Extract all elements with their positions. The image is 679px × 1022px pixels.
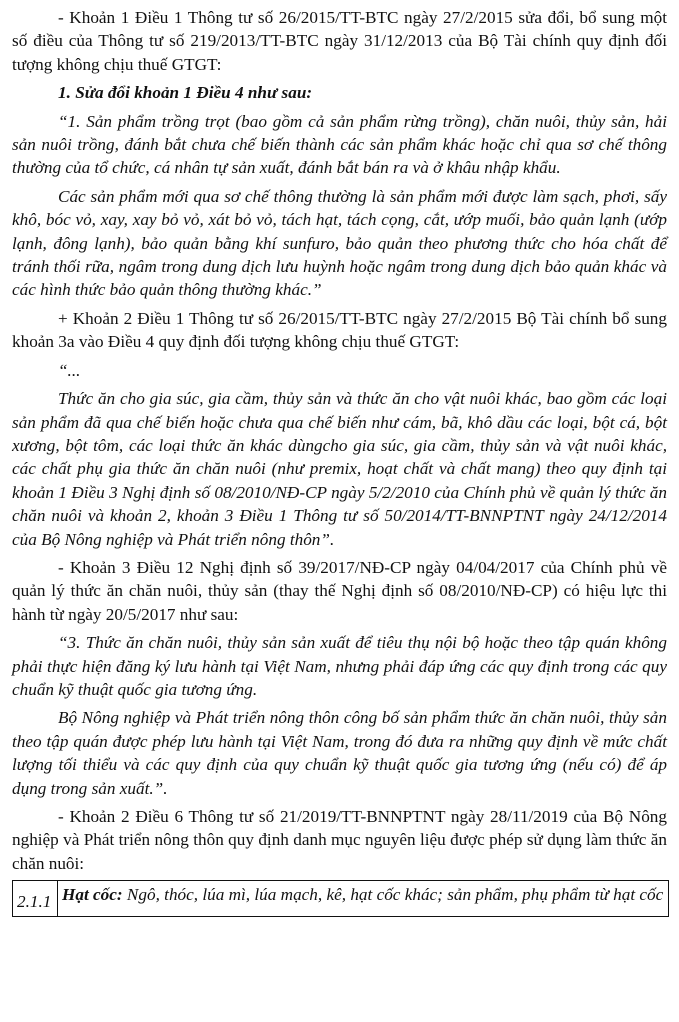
quote-paragraph-4: “3. Thức ăn chăn nuôi, thủy sản sản xuất để tiêu thụ nội bộ hoặc theo tập quán không phải thực hiện đăng ký lưu hành tại Việt Nam, nhưng phải đáp ứng các quy định trong các quy chuẩn kỹ thuật quốc gia tương ứng.	[12, 633, 667, 699]
quote-paragraph-3: Thức ăn cho gia súc, gia cầm, thủy sản và thức ăn cho vật nuôi khác, bao gồm các loại sản phẩm đã qua chế biến hoặc chưa qua chế biến như cám, bã, khô dầu các loại, bột cá, bột xương, bột tôm, các loại thức ăn khác dùngcho gia súc, gia cầm, thủy sản và vật nuôi khác, các chất phụ gia thức ăn chăn nuôi (như premix, hoạt chất và chất mang) theo quy định tại khoản 1 Điều 3 Nghị định số 08/2010/NĐ-CP ngày 5/2/2010 của Chính phủ về quản lý thức ăn chăn nuôi và khoản 2, khoản 3 Điều 1 Thông tư số 50/2014/TT-BNNPTNT ngày 24/12/2014 của Bộ Nông nghiệp và Phát triển nông thôn”.	[12, 389, 667, 549]
amendment-heading: 1. Sửa đổi khoản 1 Điều 4 như sau:	[58, 83, 313, 103]
paragraph-4: - Khoản 2 Điều 6 Thông tư số 21/2019/TT-BNNPTNT ngày 28/11/2019 của Bộ Nông nghiệp và Phát triển nông thôn quy định danh mục nguyên liệu được phép sử dụng làm thức ăn chăn nuôi:	[12, 807, 667, 873]
category-content	[58, 881, 669, 917]
quote-ellipsis: “...	[58, 360, 81, 380]
quote-paragraph-5: Bộ Nông nghiệp và Phát triển nông thôn công bố sản phẩm thức ăn chăn nuôi, thủy sản theo tập quán được phép lưu hành tại Việt Nam, trong đó đưa ra những quy định về mức chất lượng tối thiểu và các quy định của quy chuẩn kỹ thuật quốc gia tương ứng (nếu có) để áp dụng trong sản xuất.”.	[12, 708, 667, 798]
paragraph-2: + Khoản 2 Điều 1 Thông tư số 26/2015/TT-BTC ngày 27/2/2015 Bộ Tài chính bổ sung khoản 3a vào Điều 4 quy định đối tượng không chịu thuế GTGT:	[12, 308, 667, 352]
paragraph-3: - Khoản 3 Điều 12 Nghị định số 39/2017/NĐ-CP ngày 04/04/2017 của Chính phủ về quản lý thức ăn chăn nuôi, thủy sản (thay thế Nghị định số 08/2010/NĐ-CP) có hiệu lực thi hành từ ngày 20/5/2017 như sau:	[12, 557, 667, 624]
quote-paragraph-2: Các sản phẩm mới qua sơ chế thông thường là sản phẩm mới được làm sạch, phơi, sấy khô, bóc vỏ, xay, xay bỏ vỏ, xát bỏ vỏ, tách hạt, tách cọng, cắt, ướp muối, bảo quản lạnh (ướp lạnh, đông lạnh), bảo quản bằng khí sunfuro, bảo quản theo phương thức cho hóa chất để tránh thối rữa, ngâm trong dung dịch lưu huỳnh hoặc ngâm trong dung dịch bảo quản khác và các hình thức bảo quản thông thường khác.”	[12, 186, 667, 300]
paragraph-1: - Khoản 1 Điều 1 Thông tư số 26/2015/TT-BTC ngày 27/2/2015 sửa đổi, bổ sung một số điều của Thông tư số 219/2013/TT-BTC ngày 31/12/2013 của Bộ Tài chính quy định đối tượng không chịu thuế GTGT:	[12, 8, 667, 74]
quote-paragraph-1: “1. Sản phẩm trồng trọt (bao gồm cả sản phẩm rừng trồng), chăn nuôi, thủy sản, hải sản nuôi trồng, đánh bắt chưa chế biến thành các sản phẩm khác hoặc chỉ qua sơ chế thông thường của tổ chức, cá nhân tự sản xuất, đánh bắt bán ra và ở khâu nhập khẩu.	[12, 111, 667, 178]
category-code: 2.1.1	[13, 881, 58, 917]
table-row	[13, 881, 669, 917]
category-table	[12, 880, 669, 917]
category-description: Ngô, thóc, lúa mì, lúa mạch, kê, hạt cốc khác; sản phẩm, phụ phẩm từ hạt cốc	[122, 885, 664, 905]
category-term: Hạt cốc:	[62, 885, 123, 905]
